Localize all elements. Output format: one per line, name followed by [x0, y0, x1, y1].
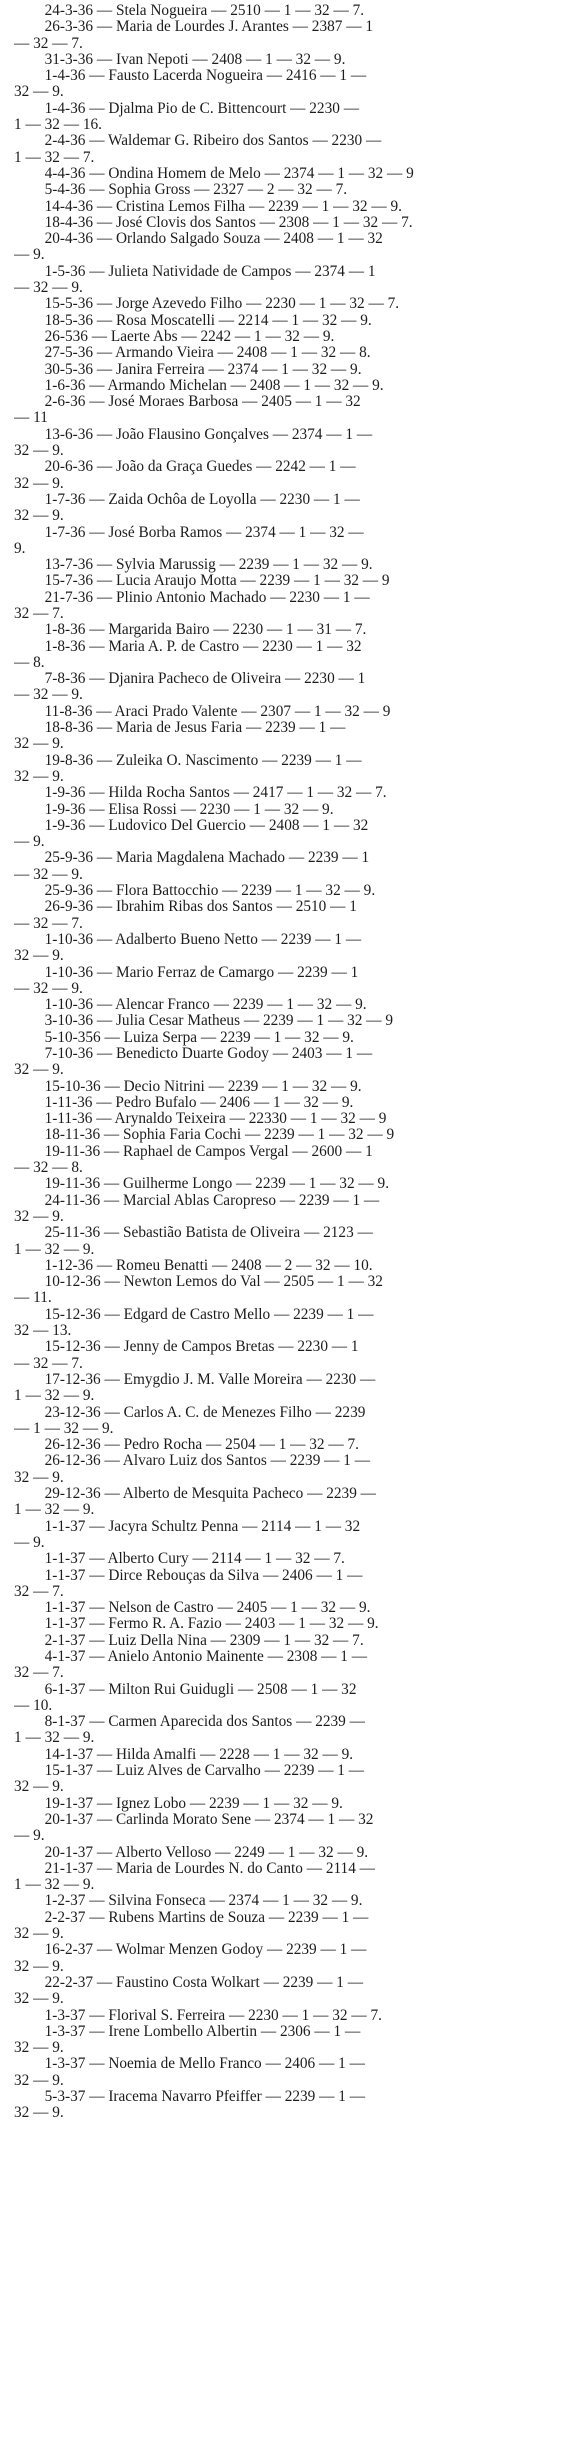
- text-line: — 32 — 9.: [14, 280, 83, 297]
- text-line: 14-1-37 — Hilda Amalfi — 2228 — 1 — 32 — 9.: [14, 1746, 354, 1763]
- text-line: 19-11-36 — Guilherme Longo — 2239 — 1 — 32 — 9.: [14, 1176, 390, 1193]
- text-line: 1 — 32 — 9.: [14, 1877, 95, 1894]
- text-line: 32 — 7.: [14, 605, 64, 622]
- text-line: 18-11-36 — Sophia Faria Cochi — 2239 — 1 — 32 — 9: [14, 1127, 395, 1144]
- text-line: 20-4-36 — Orlando Salgado Souza — 2408 — 1 — 32: [14, 231, 383, 248]
- text-line: 1 — 32 — 9.: [14, 1241, 95, 1258]
- text-line: — 32 — 9.: [14, 687, 83, 704]
- text-line: — 9.: [14, 1828, 45, 1845]
- text-line: 8-1-37 — Carmen Aparecida dos Santos — 2239 —: [14, 1714, 365, 1731]
- text-line: 18-5-36 — Rosa Moscatelli — 2214 — 1 — 32 — 9.: [14, 312, 372, 329]
- text-line: 32 — 9.: [14, 2040, 64, 2057]
- text-line: 1-1-37 — Nelson de Castro — 2405 — 1 — 32 — 9.: [14, 1600, 371, 1617]
- text-line: 32 — 7.: [14, 1665, 64, 1682]
- text-line: — 9.: [14, 834, 45, 851]
- text-line: — 32 — 7.: [14, 915, 83, 932]
- text-line: 24-3-36 — Stela Nogueira — 2510 — 1 — 32 — 7.: [14, 3, 365, 19]
- text-line: 1 — 32 — 9.: [14, 1502, 95, 1519]
- text-line: 1-3-37 — Irene Lombello Albertin — 2306 — 1 —: [14, 2023, 361, 2040]
- text-line: 32 — 9.: [14, 1062, 64, 1079]
- text-line: 24-11-36 — Marcial Ablas Caropreso — 2239 — 1 —: [14, 1192, 380, 1209]
- text-line: 1-5-36 — Julieta Natividade de Campos — 2374 — 1: [14, 263, 376, 280]
- text-line: 32 — 9.: [14, 84, 64, 101]
- text-line: 26-536 — Laerte Abs — 2242 — 1 — 32 — 9.: [14, 328, 335, 345]
- text-line: 23-12-36 — Carlos A. C. de Menezes Filho — 2239: [14, 1404, 366, 1421]
- text-line: 32 — 9.: [14, 2072, 64, 2089]
- text-line: 1 — 32 — 7.: [14, 149, 95, 166]
- text-line: 5-10-356 — Luiza Serpa — 2239 — 1 — 32 — 9.: [14, 1029, 354, 1046]
- text-line: — 32 — 7.: [14, 35, 83, 52]
- text-line: 1-7-36 — José Borba Ramos — 2374 — 1 — 32 —: [14, 524, 364, 541]
- text-line: 25-11-36 — Sebastião Batista de Oliveira — 2123 —: [14, 1225, 373, 1242]
- text-line: 19-8-36 — Zuleika O. Nascimento — 2239 — 1 —: [14, 752, 362, 769]
- text-line: 15-1-37 — Luiz Alves de Carvalho — 2239 — 1 —: [14, 1763, 365, 1780]
- text-line: 32 — 13.: [14, 1323, 72, 1340]
- text-line: — 32 — 9.: [14, 866, 83, 883]
- text-line: 1-8-36 — Margarida Bairo — 2230 — 1 — 31 — 7.: [14, 622, 367, 639]
- text-line: 2-2-37 — Rubens Martins de Souza — 2239 — 1 —: [14, 1909, 369, 1926]
- text-line: 32 — 9.: [14, 2105, 64, 2122]
- text-line: — 11.: [14, 1290, 52, 1307]
- text-line: 32 — 9.: [14, 1991, 64, 2008]
- text-line: — 9.: [14, 1534, 45, 1551]
- text-line: — 10.: [14, 1697, 53, 1714]
- text-line: 25-9-36 — Flora Battocchio — 2239 — 1 — 32 — 9.: [14, 883, 376, 900]
- text-line: 32 — 9.: [14, 948, 64, 965]
- text-line: 1-3-37 — Noemia de Mello Franco — 2406 — 1 —: [14, 2056, 365, 2073]
- text-line: 32 — 9.: [14, 1469, 64, 1486]
- text-line: 1-4-36 — Djalma Pio de C. Bittencourt — 2230 —: [14, 100, 359, 117]
- text-line: 31-3-36 — Ivan Nepoti — 2408 — 1 — 32 — 9.: [14, 51, 346, 68]
- text-line: 1-1-37 — Fermo R. A. Fazio — 2403 — 1 — 32 — 9.: [14, 1616, 379, 1633]
- text-line: 13-6-36 — João Flausino Gonçalves — 2374 — 1 —: [14, 426, 373, 443]
- text-line: 4-1-37 — Anielo Antonio Mainente — 2308 — 1 —: [14, 1648, 368, 1665]
- text-line: 20-1-37 — Alberto Velloso — 2249 — 1 — 32 — 9.: [14, 1844, 369, 1861]
- text-line: 2-4-36 — Waldemar G. Ribeiro dos Santos — 2230 —: [14, 133, 382, 150]
- text-line: 1-9-36 — Ludovico Del Guercio — 2408 — 1 — 32: [14, 817, 369, 834]
- text-line: 26-12-36 — Pedro Rocha — 2504 — 1 — 32 — 7.: [14, 1437, 360, 1454]
- text-line: — 11: [14, 410, 48, 427]
- text-line: 1 — 32 — 9.: [14, 1730, 95, 1747]
- text-line: 1-1-37 — Jacyra Schultz Penna — 2114 — 1 — 32: [14, 1518, 361, 1535]
- text-line: 26-9-36 — Ibrahim Ribas dos Santos — 2510 — 1: [14, 899, 357, 916]
- text-line: 1-11-36 — Arynaldo Teixeira — 22330 — 1 — 32 — 9: [14, 1111, 387, 1128]
- text-line: 1-8-36 — Maria A. P. de Castro — 2230 — 1 — 32: [14, 638, 362, 655]
- text-line: 32 — 9.: [14, 508, 64, 525]
- text-line: 25-9-36 — Maria Magdalena Machado — 2239 — 1: [14, 850, 370, 867]
- text-line: — 8.: [14, 654, 45, 671]
- text-line: 22-2-37 — Faustino Costa Wolkart — 2239 — 1 —: [14, 1974, 364, 1991]
- text-line: 1-9-36 — Hilda Rocha Santos — 2417 — 1 — 32 — 7.: [14, 785, 387, 802]
- text-line: 1-1-37 — Dirce Rebouças da Silva — 2406 — 1 —: [14, 1567, 363, 1584]
- text-line: 6-1-37 — Milton Rui Guidugli — 2508 — 1 — 32: [14, 1681, 357, 1698]
- text-line: 16-2-37 — Wolmar Menzen Godoy — 2239 — 1 —: [14, 1942, 367, 1959]
- text-line: 9.: [14, 540, 26, 557]
- text-line: 32 — 9.: [14, 1208, 64, 1225]
- text-line: 1-10-36 — Adalberto Bueno Netto — 2239 — 1 —: [14, 931, 362, 948]
- text-line: 27-5-36 — Armando Vieira — 2408 — 1 — 32 — 8.: [14, 345, 371, 362]
- text-line: 1-6-36 — Armando Michelan — 2408 — 1 — 32 — 9.: [14, 377, 384, 394]
- text-line: 32 — 9.: [14, 1958, 64, 1975]
- text-line: 1-3-37 — Florival S. Ferreira — 2230 — 1 — 32 — 7.: [14, 2007, 382, 2024]
- text-line: 14-4-36 — Cristina Lemos Filha — 2239 — 1 — 32 — 9.: [14, 198, 402, 215]
- text-line: 19-11-36 — Raphael de Campos Vergal — 2600 — 1: [14, 1143, 373, 1160]
- text-line: 1-12-36 — Romeu Benatti — 2408 — 2 — 32 — 10.: [14, 1257, 373, 1274]
- text-line: 21-7-36 — Plinio Antonio Machado — 2230 — 1 —: [14, 589, 370, 606]
- text-line: — 32 — 8.: [14, 1160, 83, 1177]
- text-line: 18-4-36 — José Clovis dos Santos — 2308 — 1 — 32 — 7.: [14, 214, 413, 231]
- text-line: 32 — 9.: [14, 768, 64, 785]
- text-line: 4-4-36 — Ondina Homem de Melo — 2374 — 1 — 32 — 9: [14, 165, 414, 182]
- text-line: — 1 — 32 — 9.: [14, 1420, 114, 1437]
- text-line: 29-12-36 — Alberto de Mesquita Pacheco — 2239 —: [14, 1486, 376, 1503]
- text-line: 32 — 9.: [14, 736, 64, 753]
- text-line: — 9.: [14, 247, 45, 264]
- text-line: 30-5-36 — Janira Ferreira — 2374 — 1 — 32 — 9.: [14, 361, 362, 378]
- text-line: 32 — 9.: [14, 1779, 64, 1796]
- text-line: 3-10-36 — Julia Cesar Matheus — 2239 — 1 — 32 — 9: [14, 1013, 393, 1030]
- text-line: 1-4-36 — Fausto Lacerda Nogueira — 2416 — 1 —: [14, 68, 367, 85]
- text-line: 15-10-36 — Decio Nitrini — 2239 — 1 — 32 — 9.: [14, 1078, 362, 1095]
- text-line: 7-10-36 — Benedicto Duarte Godoy — 2403 — 1 —: [14, 1046, 373, 1062]
- text-line: 15-7-36 — Lucia Araujo Motta — 2239 — 1 — 32 — 9: [14, 573, 390, 590]
- text-line: 15-12-36 — Edgard de Castro Mello — 2239 — 1 —: [14, 1306, 374, 1323]
- text-line: 20-6-36 — João da Graça Guedes — 2242 — 1 —: [14, 459, 356, 476]
- text-line: — 32 — 9.: [14, 980, 83, 997]
- text-line: 32 — 9.: [14, 1926, 64, 1943]
- text-line: 15-12-36 — Jenny de Campos Bretas — 2230 — 1: [14, 1339, 359, 1356]
- text-line: 13-7-36 — Sylvia Marussig — 2239 — 1 — 32 — 9.: [14, 557, 373, 574]
- text-line: 1 — 32 — 9.: [14, 1388, 95, 1405]
- text-line: 19-1-37 — Ignez Lobo — 2239 — 1 — 32 — 9.: [14, 1795, 343, 1812]
- text-line: 1 — 32 — 16.: [14, 117, 102, 134]
- text-line: 1-2-37 — Silvina Fonseca — 2374 — 1 — 32 — 9.: [14, 1893, 363, 1910]
- text-line: 17-12-36 — Emygdio J. M. Valle Moreira — 2230 —: [14, 1371, 376, 1388]
- text-line: — 32 — 7.: [14, 1355, 83, 1372]
- text-line: 32 — 7.: [14, 1583, 64, 1600]
- text-line: 5-4-36 — Sophia Gross — 2327 — 2 — 32 — 7.: [14, 182, 348, 199]
- text-line: 1-10-36 — Mario Ferraz de Camargo — 2239 — 1: [14, 964, 359, 981]
- text-line: 2-1-37 — Luiz Della Nina — 2309 — 1 — 32 — 7.: [14, 1632, 364, 1649]
- text-line: 2-6-36 — José Moraes Barbosa — 2405 — 1 — 32: [14, 394, 361, 411]
- text-line: 32 — 9.: [14, 475, 64, 492]
- text-line: 7-8-36 — Djanira Pacheco de Oliveira — 2230 — 1: [14, 671, 366, 688]
- text-line: 5-3-37 — Iracema Navarro Pfeiffer — 2239 — 1 —: [14, 2089, 366, 2105]
- text-line: 1-10-36 — Alencar Franco — 2239 — 1 — 32 — 9.: [14, 997, 367, 1014]
- text-line: 1-7-36 — Zaida Ochôa de Loyolla — 2230 — 1 —: [14, 491, 360, 508]
- text-line: 18-8-36 — Maria de Jesus Faria — 2239 — 1 —: [14, 720, 346, 737]
- text-line: 11-8-36 — Araci Prado Valente — 2307 — 1 — 32 — 9: [14, 703, 391, 720]
- text-line: 26-3-36 — Maria de Lourdes J. Arantes — 2387 — 1: [14, 19, 373, 36]
- text-line: 10-12-36 — Newton Lemos do Val — 2505 — 1 — 32: [14, 1274, 383, 1291]
- text-line: 1-9-36 — Elisa Rossi — 2230 — 1 — 32 — 9.: [14, 801, 334, 818]
- text-line: 1-1-37 — Alberto Cury — 2114 — 1 — 32 — 7.: [14, 1551, 345, 1568]
- text-line: 21-1-37 — Maria de Lourdes N. do Canto — 2114 —: [14, 1860, 375, 1877]
- text-line: 20-1-37 — Carlinda Morato Sene — 2374 — 1 — 32: [14, 1811, 374, 1828]
- text-line: 32 — 9.: [14, 443, 64, 460]
- text-line: 26-12-36 — Alvaro Luiz dos Santos — 2239 — 1 —: [14, 1453, 371, 1470]
- text-line: 15-5-36 — Jorge Azevedo Filho — 2230 — 1 — 32 — 7.: [14, 296, 400, 313]
- text-line: 1-11-36 — Pedro Bufalo — 2406 — 1 — 32 — 9.: [14, 1094, 354, 1111]
